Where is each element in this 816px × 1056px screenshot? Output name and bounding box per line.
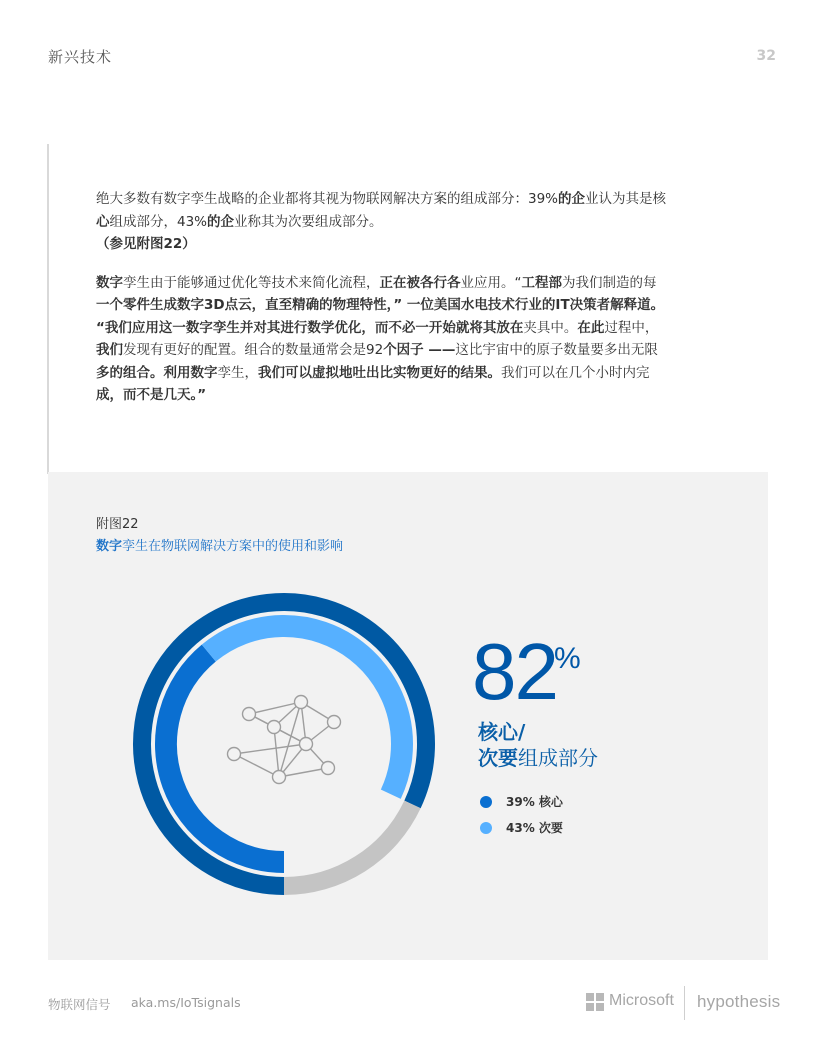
header-title: 新兴技术 bbox=[48, 48, 113, 66]
hypothesis-wordmark: hypothesis bbox=[697, 992, 781, 1011]
text-line: “我们应用这一数字孪生并对其进行数学优化，而不必一开始就将其放在夹具中。在此过程中， bbox=[96, 319, 659, 336]
footer-series-title: 物联网信号 bbox=[48, 997, 111, 1012]
figure-panel bbox=[48, 472, 768, 960]
legend-item-core bbox=[480, 793, 563, 810]
text-line: 一个零件生成数字3D点云，直至精确的物理特性，” 一位美国水电技术行业的IT决策者解释道。 bbox=[96, 297, 665, 313]
big-percent-value: 82 bbox=[472, 627, 557, 716]
legend-label: 39% 核心 bbox=[506, 795, 563, 809]
text-line: 心组成部分，43%的企业称其为次要组成部分。 bbox=[96, 213, 383, 230]
inner-ring-arc-1 bbox=[209, 626, 402, 794]
text-line: 我们发现有更好的配置。组合的数量通常会是92个因子 ——这比宇宙中的原子数量要多出无限 bbox=[96, 342, 658, 358]
caption-line-2: 次要组成部分 bbox=[478, 746, 598, 770]
text-line: 数字孪生由于能够通过优化等技术来简化流程，正在被各行各业应用。“工程部为我们制造的每 bbox=[96, 274, 657, 291]
text-line: 成，而不是几天。” bbox=[96, 387, 207, 403]
legend-label: 43% 次要 bbox=[506, 821, 563, 835]
microsoft-wordmark: Microsoft bbox=[609, 992, 674, 1009]
footer-divider bbox=[684, 986, 685, 1020]
donut-chart bbox=[48, 472, 768, 960]
outer-ring-remainder-arc bbox=[284, 804, 412, 886]
figure-label: 附图22 bbox=[96, 517, 139, 532]
footer-link[interactable]: aka.ms/IoTsignals bbox=[131, 995, 241, 1010]
text-line: 绝大多数有数字孪生战略的企业都将其视为物联网解决方案的组成部分：39%的企业认为其是核 bbox=[96, 191, 667, 207]
inner-ring-arc-0 bbox=[166, 653, 284, 862]
figure-reference: （参见附图22） bbox=[96, 236, 196, 252]
page-number: 32 bbox=[756, 48, 776, 64]
body-text bbox=[96, 188, 736, 423]
microsoft-logo-icon bbox=[586, 993, 604, 1011]
text-line: 多的组合。利用数字孪生，我们可以虚拟地吐出比实物更好的结果。我们可以在几个小时内完 bbox=[96, 364, 650, 381]
legend-dot bbox=[480, 822, 492, 834]
legend-dot bbox=[480, 796, 492, 808]
body-rule bbox=[47, 144, 49, 474]
figure-title: 数字孪生在物联网解决方案中的使用和影响 bbox=[96, 539, 344, 554]
paragraph-2 bbox=[96, 272, 736, 407]
big-percent-unit: % bbox=[554, 642, 581, 675]
legend-item-secondary bbox=[480, 819, 563, 836]
caption-line-1: 核心/ bbox=[478, 720, 526, 744]
paragraph-1 bbox=[96, 188, 736, 256]
network-icon bbox=[228, 696, 341, 784]
